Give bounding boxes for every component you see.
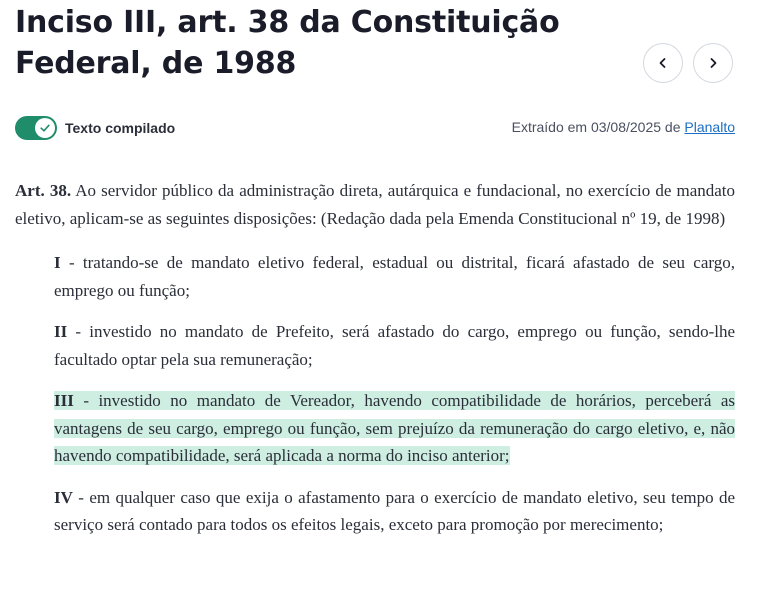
inciso-text: - tratando-se de mandato eletivo federal, estadual ou distrital, ficará afastado de seu cargo, emprego ou função; [54,253,736,300]
inciso-iv [54,484,735,539]
previous-button[interactable] [643,43,683,83]
planalto-link[interactable]: Planalto [684,119,735,135]
page-title-line-2: Federal, de 1988 [15,46,297,81]
toggle-label: Texto compilado [65,120,176,136]
next-button[interactable] [693,43,733,83]
page-title-line-1: Inciso III, art. 38 da Constituição [15,5,560,40]
extraction-info [512,119,735,135]
inciso-number: I [54,253,61,272]
page-title [15,2,615,84]
toggle-knob [35,118,55,138]
article-number: Art. 38. [15,181,72,200]
highlighted-passage [54,391,735,465]
article-caput-text: Ao servidor público da administração direta, autárquica e fundacional, no exercício de mandato eletivo, aplicam-se as seguintes disposições: (Redação dada pela Emenda Constitucional nº 19, de 1998) [15,181,736,228]
compiled-text-toggle[interactable] [15,116,57,140]
inciso-text: - investido no mandato de Vereador, havendo compatibilidade de horários, perceberá as vantagens de seu cargo, emprego ou função, sem prejuízo da remuneração do cargo eletivo, e, não havendo compatibilidade, será aplicada a norma do inciso anterior; [54,391,735,465]
compiled-text-toggle-row [15,116,175,140]
check-icon [39,122,51,134]
article-body [15,177,735,539]
inciso-i [54,249,735,304]
inciso-number: IV [54,487,73,507]
article-caput [15,177,735,232]
inciso-number: II [54,322,68,341]
chevron-left-icon [656,56,670,70]
inciso-number: III [54,391,74,410]
inciso-ii [54,318,735,373]
inciso-text: - investido no mandato de Prefeito, será afastado do cargo, emprego ou função, sendo-lhe facultado optar pela sua remuneração; [54,322,736,369]
extraction-date-text: Extraído em 03/08/2025 de [511,119,681,135]
chevron-right-icon [706,56,720,70]
inciso-text: - em qualquer caso que exija o afastamento para o exercício de mandato eletivo, seu tempo de serviço será contado para todos os efeitos legais, exceto para promoção por merecimento; [54,487,736,534]
inciso-iii-highlighted [54,387,735,470]
